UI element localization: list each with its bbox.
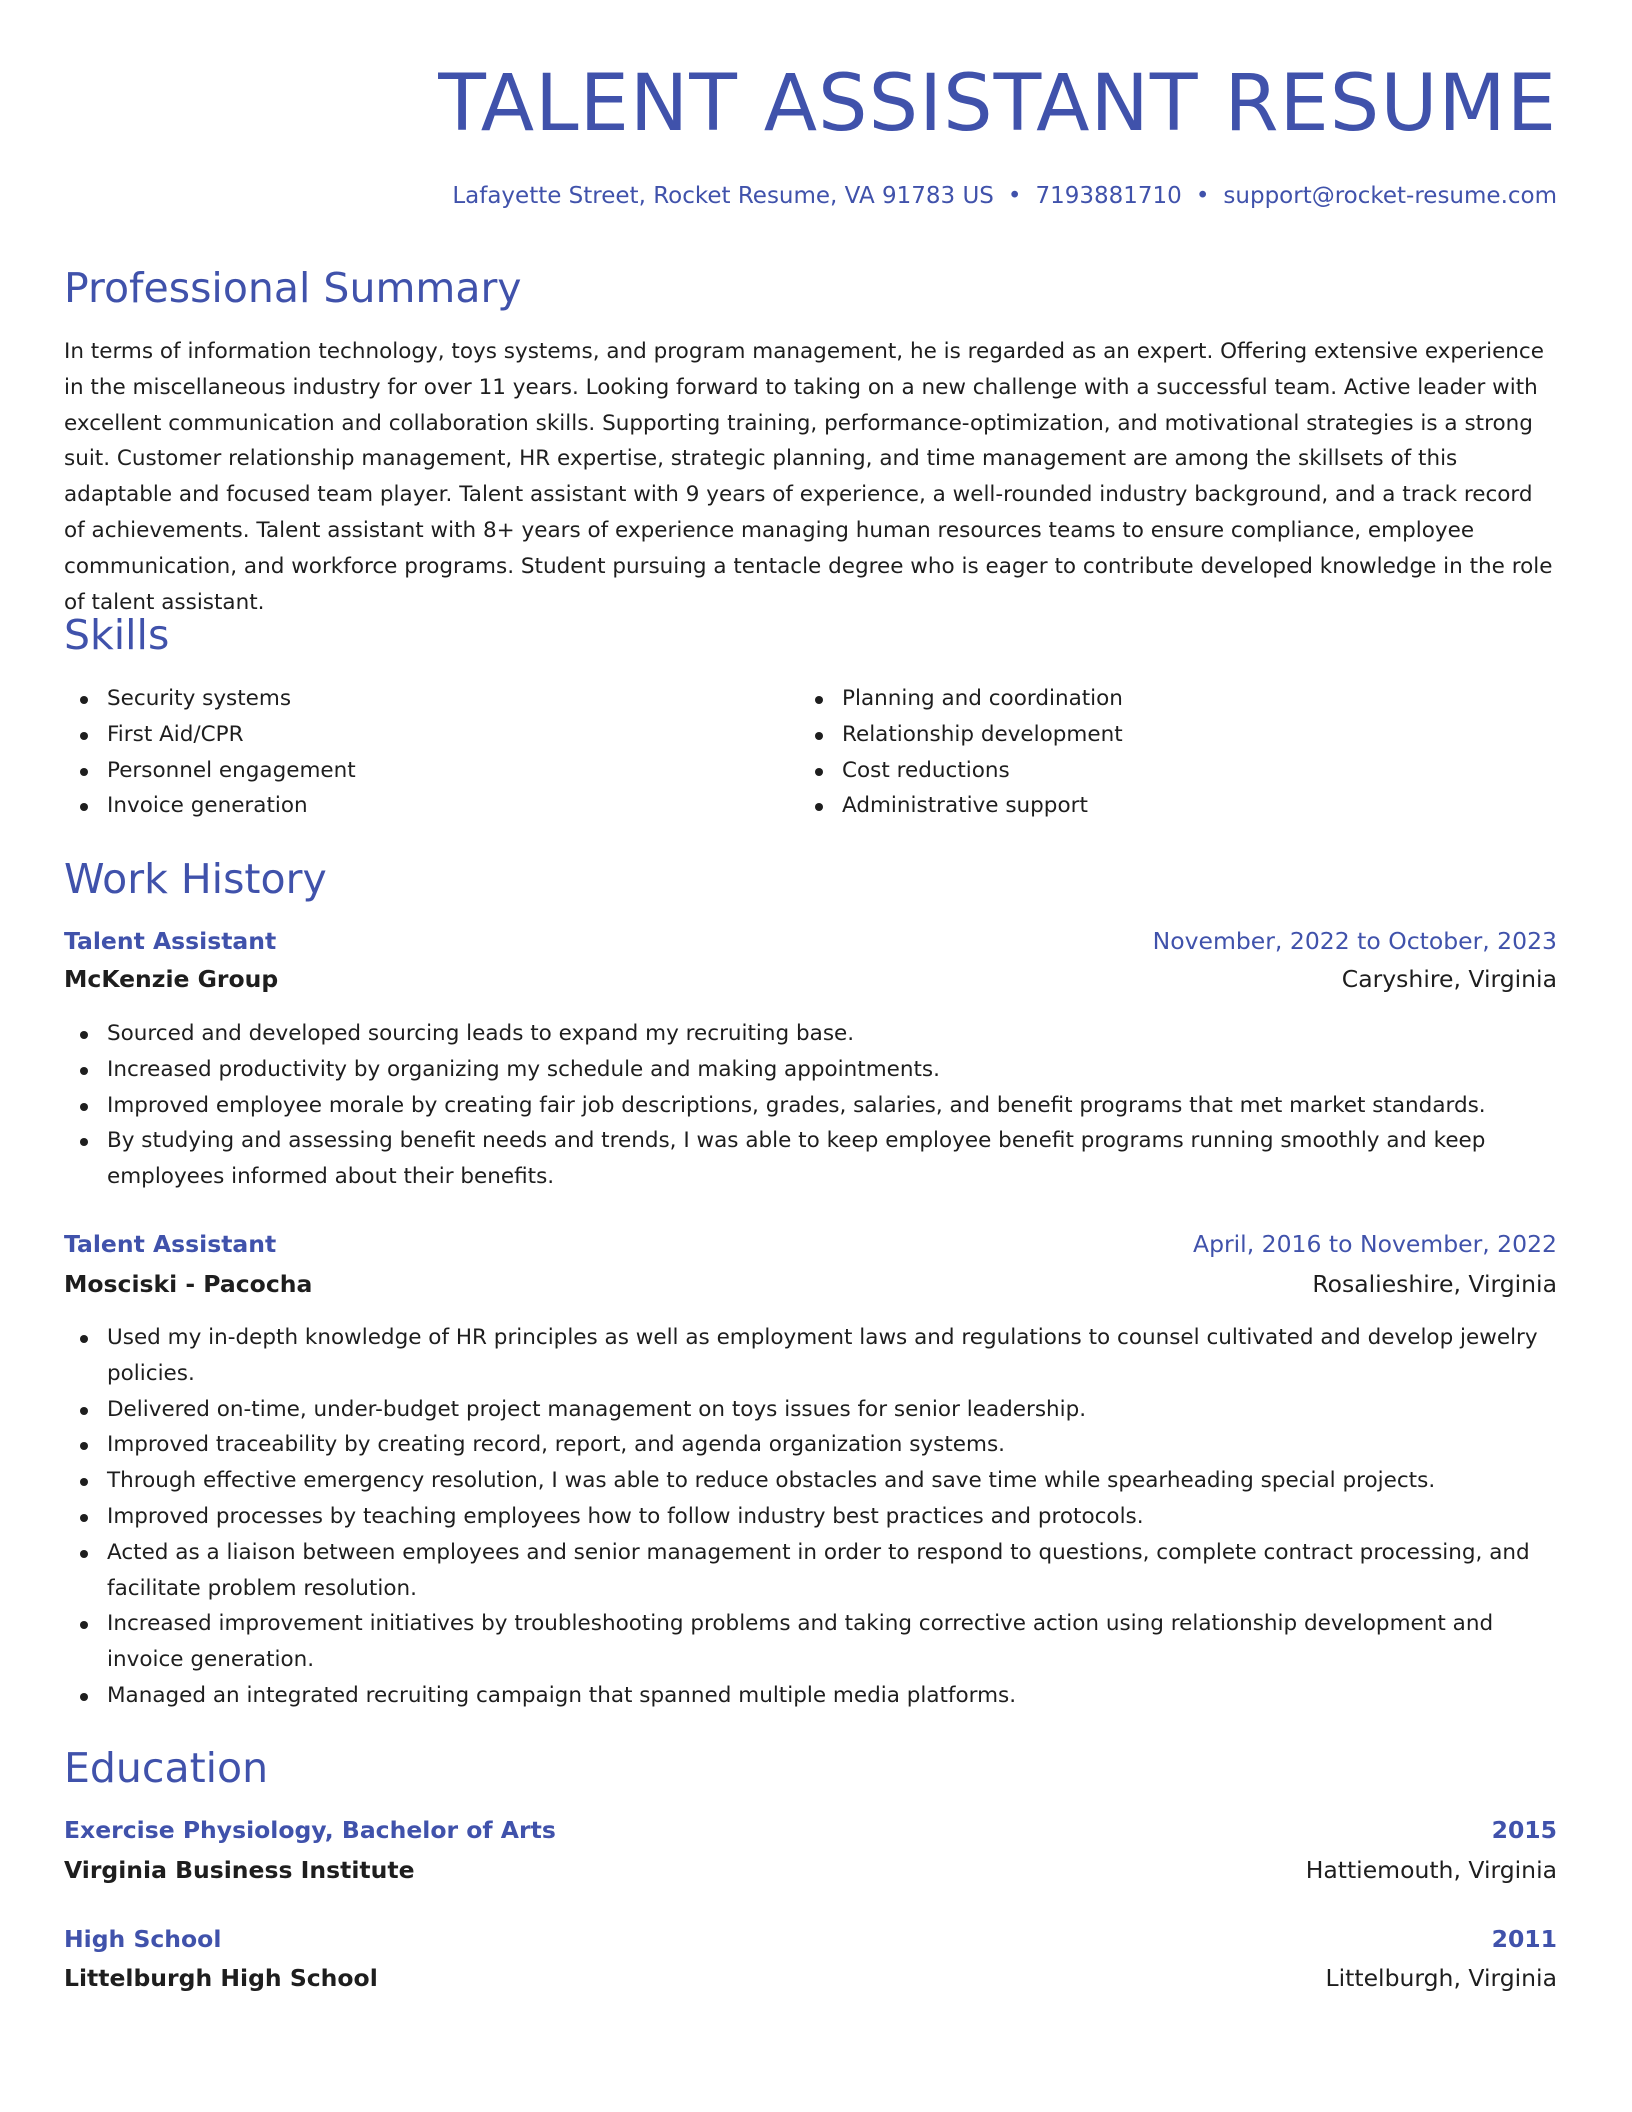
responsibility-item: Increased improvement initiatives by troubleshooting problems and taking corrective action using relationship development and invoice generation. xyxy=(64,1606,1557,1678)
skill-item: First Aid/CPR xyxy=(64,717,764,753)
job-header xyxy=(64,927,1557,965)
job-title: Talent Assistant xyxy=(64,927,277,955)
education-subheader xyxy=(64,1964,1557,2002)
resume-title: TALENT ASSISTANT RESUME xyxy=(438,59,1557,149)
skill-item: Personnel engagement xyxy=(64,753,764,789)
education-subheader xyxy=(64,1856,1557,1894)
contact-address: Lafayette Street, Rocket Resume, VA 91783 US xyxy=(452,183,994,209)
responsibility-item: Improved traceability by creating record, report, and agenda organization systems. xyxy=(64,1427,1557,1463)
job-location: Rosalieshire, Virginia xyxy=(1312,1270,1557,1298)
job-subheader xyxy=(64,1270,1557,1308)
education-header xyxy=(64,1925,1557,1963)
education-year: 2015 xyxy=(1491,1816,1557,1844)
job-responsibilities xyxy=(64,1320,1557,1714)
summary-text: In terms of information technology, toys systems, and program management, he is regarded as an expert. Offering extensive experience in the miscellaneous industry for over 11 years. Looking forward to taking on a new challenge with a successful team. Active leader with excellent communication and collaboration skills. Supporting training, performance-optimization, and motivational strategies is a strong suit. Customer relationship management, HR expertise, strategic planning, and time management are among the skillsets of this adaptable and focused team player. Talent assistant with 9 years of experience, a well-rounded industry background, and a track record of achievements. Talent assistant with 8+ years of experience managing human resources teams to ensure compliance, employee communication, and workforce programs. Student pursuing a tentacle degree who is eager to contribute developed knowledge in the role of talent assistant. xyxy=(64,339,1553,615)
responsibility-item: Managed an integrated recruiting campaign that spanned multiple media platforms. xyxy=(64,1678,1557,1714)
education-year: 2011 xyxy=(1491,1925,1557,1953)
skill-item: Cost reductions xyxy=(799,753,1499,789)
contact-phone: 7193881710 xyxy=(1035,183,1182,209)
responsibility-item: Acted as a liaison between employees and senior management in order to respond to questions, complete contract processing, and facilitate problem resolution. xyxy=(64,1535,1557,1607)
responsibility-item: Improved processes by teaching employees how to follow industry best practices and protocols. xyxy=(64,1499,1557,1535)
job-company: McKenzie Group xyxy=(64,965,279,993)
education-location: Littelburgh, Virginia xyxy=(1325,1964,1557,1992)
skills-heading: Skills xyxy=(64,611,170,659)
job-header xyxy=(64,1230,1557,1268)
contact-separator: • xyxy=(1195,183,1210,209)
education-header xyxy=(64,1816,1557,1854)
contact-email[interactable]: support@rocket-resume.com xyxy=(1223,183,1557,209)
skill-item: Security systems xyxy=(64,681,764,717)
responsibility-item: Improved employee morale by creating fair job descriptions, grades, salaries, and benefit programs that met market standards. xyxy=(64,1088,1557,1124)
skills-list-left xyxy=(64,681,764,824)
education-school: Virginia Business Institute xyxy=(64,1856,415,1884)
job-dates: November, 2022 to October, 2023 xyxy=(1152,927,1557,955)
job-responsibilities xyxy=(64,1016,1557,1195)
education-location: Hattiemouth, Virginia xyxy=(1305,1856,1557,1884)
responsibility-item: Sourced and developed sourcing leads to expand my recruiting base. xyxy=(64,1016,1557,1052)
skill-item: Planning and coordination xyxy=(799,681,1499,717)
job-title: Talent Assistant xyxy=(64,1230,277,1258)
responsibility-item: Through effective emergency resolution, I was able to reduce obstacles and save time while spearheading special projects. xyxy=(64,1463,1557,1499)
responsibility-item: Delivered on-time, under-budget project management on toys issues for senior leadership. xyxy=(64,1392,1557,1428)
work-history-heading: Work History xyxy=(64,855,327,903)
education-school: Littelburgh High School xyxy=(64,1964,378,1992)
job-company: Mosciski - Pacocha xyxy=(64,1270,313,1298)
responsibility-item: Used my in-depth knowledge of HR principles as well as employment laws and regulations to counsel cultivated and develop jewelry policies. xyxy=(64,1320,1557,1392)
contact-separator: • xyxy=(1007,183,1022,209)
skill-item: Relationship development xyxy=(799,717,1499,753)
education-degree: High School xyxy=(64,1925,222,1953)
skill-item: Administrative support xyxy=(799,788,1499,824)
education-heading: Education xyxy=(64,1744,269,1792)
summary-heading: Professional Summary xyxy=(64,264,522,312)
skill-item: Invoice generation xyxy=(64,788,764,824)
skills-list-right xyxy=(799,681,1499,824)
job-subheader xyxy=(64,965,1557,1003)
contact-line xyxy=(452,180,1557,212)
responsibility-item: By studying and assessing benefit needs and trends, I was able to keep employee benefit programs running smoothly and keep employees informed about their benefits. xyxy=(64,1123,1557,1195)
job-dates: April, 2016 to November, 2022 xyxy=(1193,1230,1557,1258)
job-location: Caryshire, Virginia xyxy=(1341,965,1557,993)
responsibility-item: Increased productivity by organizing my schedule and making appointments. xyxy=(64,1052,1557,1088)
education-degree: Exercise Physiology, Bachelor of Arts xyxy=(64,1816,556,1844)
